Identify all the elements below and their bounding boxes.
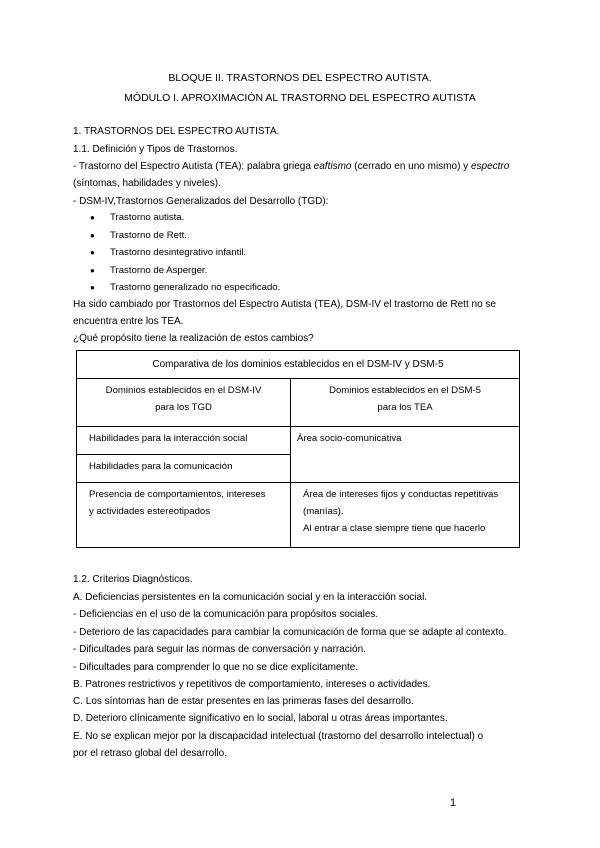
term-eaftismo: eaftismo [313, 161, 352, 172]
page-number: 1 [450, 797, 457, 809]
table-divider [77, 482, 519, 483]
bullet-item: ● Trastorno desintegrativo infantil. [90, 247, 247, 258]
criteria-line: C. Los síntomas han de estar presentes en las primeras fases del desarrollo. [73, 696, 414, 707]
section-1-title: 1. TRASTORNOS DEL ESPECTRO AUTISTA. [73, 126, 280, 137]
table-divider [77, 454, 290, 455]
criteria-line: E. No se explican mejor por la discapacidad intelectual (trastorno del desarrollo intelectual) o [73, 731, 484, 742]
table-header-dsm-iv: Dominios establecidos en el DSM-IV para los TGD [105, 385, 262, 413]
bullet-item: ● Trastorno de Rett. [90, 230, 187, 241]
comparison-table [76, 350, 520, 548]
bullet-item: ● Trastorno autista. [90, 212, 185, 223]
question-line: ¿Qué propósito tiene la realización de estos cambios? [73, 333, 314, 344]
bullet-icon: ● [90, 213, 95, 222]
table-cell: Presencia de comportamientos, intereses y actividades estereotipados [89, 489, 266, 517]
table-header-dsm-5: Dominios establecidos en el DSM-5 para los TEA [329, 385, 481, 413]
criteria-line: - Deficiencias en el uso de la comunicación para propósitos sociales. [73, 609, 379, 620]
subsection-1-2-title: 1.2. Criterios Diagnósticos. [73, 574, 193, 585]
bullet-item: ● Trastorno de Asperger. [90, 265, 208, 276]
table-cell: Habilidades para la interacción social [89, 433, 248, 444]
bullet-item: ● Trastorno generalizado no especificado. [90, 282, 281, 293]
replaced-line-1: Ha sido cambiado por Trastornos del Espectro Autista (TEA), DSM-IV el trastorno de Rett no se [73, 299, 496, 310]
bullet-icon: ● [90, 283, 95, 292]
criteria-line: - Dificultades para seguir las normas de conversación y narración. [73, 644, 366, 655]
subsection-1-1-title: 1.1. Definición y Tipos de Trastornos. [73, 144, 238, 155]
table-cell: Habilidades para la comunicación [89, 461, 233, 472]
criteria-line: B. Patrones restrictivos y repetitivos de comportamiento, intereses o actividades. [73, 679, 431, 690]
bullet-icon: ● [90, 248, 95, 257]
criteria-line: D. Deterioro clínicamente significativo en lo social, laboral u otras áreas importantes. [73, 713, 448, 724]
tea-definition-middle: (cerrado en uno mismo) y [351, 161, 471, 172]
bullet-icon: ● [90, 231, 95, 240]
block-title: BLOQUE II. TRASTORNOS DEL ESPECTRO AUTISTA. [168, 72, 432, 84]
criteria-line: - Deterioro de las capacidades para cambiar la comunicación de forma que se adapte al contexto. [73, 627, 507, 638]
tea-definition-prefix: - Trastorno del Espectro Autista (TEA): palabra griega [73, 161, 314, 172]
criteria-line: - Dificultades para comprender lo que no se dice explícitamente. [73, 662, 359, 673]
table-divider [77, 426, 519, 427]
tea-definition-continued: (síntomas, habilidades y niveles). [73, 178, 221, 189]
criteria-line: por el retraso global del desarrollo. [73, 748, 227, 759]
module-title: MÓDULO I. APROXIMACIÓN AL TRASTORNO DEL ESPECTRO AUTISTA [124, 92, 476, 104]
table-cell: Área de intereses fijos y conductas repetitivas (manías). Al entrar a clase siempre tiene que hacerlo [303, 489, 499, 534]
replaced-line-2: encuentra entre los TEA. [73, 316, 184, 327]
table-caption: Comparativa de los dominios establecidos en el DSM-IV y DSM-5 [77, 351, 519, 379]
tea-definition-line [73, 161, 509, 172]
table-cell: Área socio-comunicativa [297, 433, 402, 444]
criteria-line: A. Deficiencias persistentes en la comunicación social y en la interacción social. [73, 592, 428, 603]
bullet-icon: ● [90, 266, 95, 275]
dsm-iv-line: - DSM-IV,Trastornos Generalizados del Desarrollo (TGD): [73, 196, 329, 207]
term-espectro: espectro [470, 161, 510, 172]
